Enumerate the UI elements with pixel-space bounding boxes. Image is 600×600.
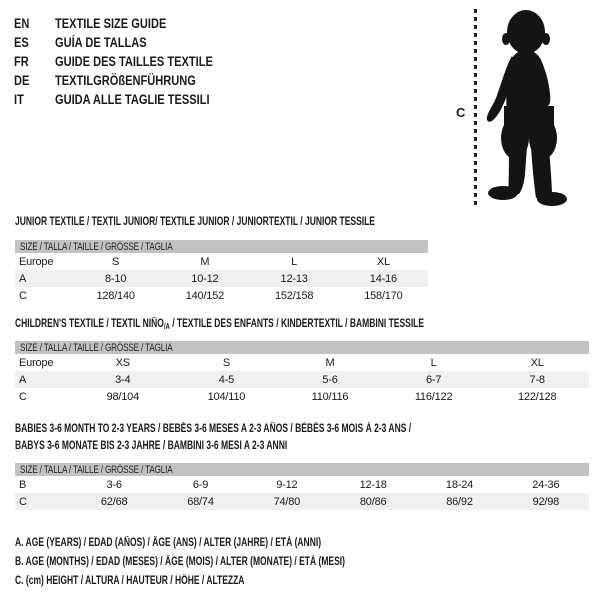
- table-cell: 104/110: [207, 390, 246, 403]
- table-row: [15, 287, 428, 304]
- size-table-header: SIZE / TALLA / TAILLE / GRÖSSE / TAGLIA: [15, 463, 589, 476]
- size-table-header: SIZE / TALLA / TAILLE / GRÖSSE / TAGLIA: [15, 341, 589, 354]
- language-row: [14, 90, 257, 109]
- row-label: A: [19, 272, 27, 285]
- table-cell: 92/98: [532, 495, 560, 508]
- section-title-children: CHILDREN'S TEXTILE / TEXTIL $NIÑO_{/A}$ / TEXTILE DES ENFANTS / KINDERTEXTIL / BAMBINI TESSILE: [15, 318, 425, 331]
- table-cell: XL: [530, 356, 544, 369]
- footnote-age-years: A. AGE (YEARS) / EDAD (AÑOS) / ÂGE (ANS) / ALTER (JAHRE) / ETÀ (ANNI): [15, 537, 322, 549]
- size-table-junior: [15, 240, 428, 304]
- row-label: C: [19, 289, 27, 302]
- language-row: [14, 33, 257, 52]
- section-title-babies-line1: BABIES 3-6 MONTH TO 2-3 YEARS / BEBÉS 3-6 MESES A 2-3 AÑOS / BÉBÉS 3-6 MOIS À 2-3 ANS /: [15, 423, 412, 435]
- table-cell: 3-4: [115, 373, 131, 386]
- size-table-babies: [15, 463, 589, 510]
- table-cell: 24-36: [532, 478, 560, 491]
- language-code: EN: [14, 16, 30, 31]
- table-row: [15, 354, 589, 371]
- row-label: C: [19, 390, 27, 403]
- table-cell: 62/68: [100, 495, 128, 508]
- language-label: TEXTILGRÖßENFÜHRUNG: [55, 73, 196, 88]
- row-label: Europe: [19, 255, 54, 268]
- language-row: [14, 14, 257, 33]
- table-cell: 116/122: [414, 390, 453, 403]
- table-row: [15, 476, 589, 493]
- table-cell: XS: [115, 356, 130, 369]
- table-cell: 86/92: [446, 495, 473, 508]
- table-cell: 10-12: [191, 272, 219, 285]
- table-cell: 98/104: [106, 390, 140, 403]
- table-cell: 110/116: [311, 390, 349, 403]
- table-cell: 12-13: [280, 272, 308, 285]
- table-cell: 5-6: [322, 373, 338, 386]
- size-table-children: [15, 341, 589, 405]
- footnote-height: C. (cm) HEIGHT / ALTURA / HAUTEUR / HÖHE / ALTEZZA: [15, 575, 245, 587]
- row-label: A: [19, 373, 27, 386]
- table-cell: 80/86: [359, 495, 387, 508]
- size-table-header: SIZE / TALLA / TAILLE / GRÖSSE / TAGLIA: [15, 240, 428, 253]
- height-measure-label: C: [456, 105, 466, 120]
- table-cell: M: [200, 255, 210, 268]
- table-cell: M: [325, 356, 335, 369]
- table-cell: 122/128: [518, 390, 557, 403]
- language-code: ES: [14, 35, 29, 50]
- row-label: Europe: [19, 356, 54, 369]
- language-row: [14, 52, 257, 71]
- section-title-babies-line2: BABYS 3-6 MONATE BIS 2-3 JAHRE / BAMBINI 3-6 MESI A 2-3 ANNI: [15, 440, 288, 452]
- language-code: DE: [14, 73, 30, 88]
- table-cell: 8-10: [105, 272, 127, 285]
- table-cell: 4-5: [218, 373, 235, 386]
- table-cell: 12-18: [359, 478, 387, 491]
- table-cell: 14-16: [369, 272, 397, 285]
- table-row: [15, 270, 428, 287]
- table-cell: 18-24: [445, 478, 474, 491]
- table-cell: 74/80: [273, 495, 301, 508]
- table-row: [15, 388, 589, 405]
- language-label: GUÍA DE TALLAS: [55, 35, 147, 50]
- table-cell: 6-9: [192, 478, 209, 491]
- table-cell: 140/152: [185, 289, 225, 302]
- language-label: GUIDA ALLE TAGLIE TESSILI: [55, 92, 210, 107]
- table-cell: 128/140: [96, 289, 135, 302]
- table-cell: L: [291, 255, 298, 268]
- row-label: C: [19, 495, 27, 508]
- language-code: IT: [14, 92, 24, 107]
- table-row: [15, 371, 589, 388]
- table-cell: S: [222, 356, 230, 369]
- table-cell: XL: [376, 255, 390, 268]
- table-cell: 152/158: [274, 289, 314, 302]
- footnote-age-months: B. AGE (MONTHS) / EDAD (MESES) / ÂGE (MOIS) / ALTER (MONATE) / ETÀ (MESI): [15, 556, 345, 568]
- table-cell: 68/74: [187, 495, 214, 508]
- language-list: [14, 14, 257, 109]
- table-row: [15, 493, 589, 510]
- table-cell: 6-7: [425, 373, 442, 386]
- toddler-silhouette-image: [484, 6, 572, 208]
- language-label: TEXTILE SIZE GUIDE: [55, 16, 167, 31]
- table-cell: 9-12: [276, 478, 298, 491]
- table-cell: S: [112, 255, 120, 268]
- language-row: [14, 71, 257, 90]
- language-label: GUIDE DES TAILLES TEXTILE: [55, 54, 213, 69]
- table-cell: L: [430, 356, 437, 369]
- table-cell: 7-8: [529, 373, 545, 386]
- language-code: FR: [14, 54, 29, 69]
- table-cell: 158/170: [364, 289, 403, 302]
- row-label: B: [19, 478, 27, 491]
- section-title-junior: JUNIOR TEXTILE / TEXTIL JUNIOR/ TEXTILE JUNIOR / JUNIORTEXTIL / JUNIOR TESSILE: [15, 216, 375, 228]
- table-row: [15, 253, 428, 270]
- height-measure-line: [474, 9, 477, 207]
- table-cell: 3-6: [106, 478, 122, 491]
